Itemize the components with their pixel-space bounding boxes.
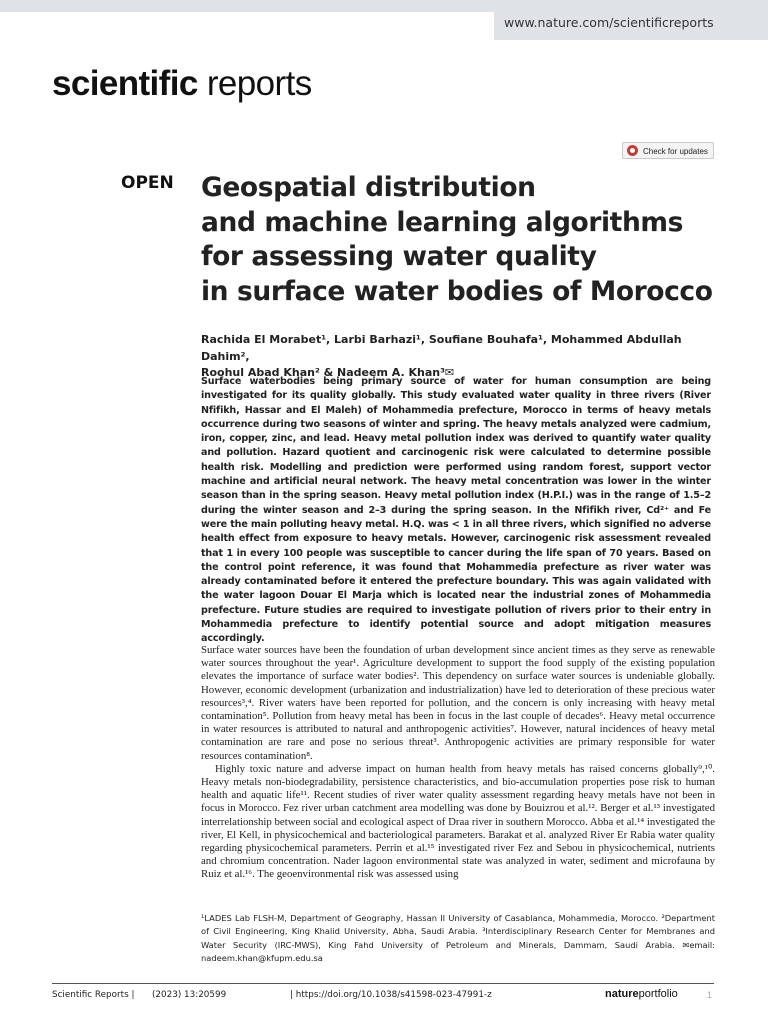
footer-doi-link[interactable]: | https://doi.org/10.1038/s41598-023-47991-z <box>290 990 492 1000</box>
footer-journal: Scientific Reports | <box>52 990 135 1000</box>
body-paragraph: Highly toxic nature and adverse impact on human health from heavy metals has raised concerns globally⁹,¹⁰. Heavy metals non-biodegradability, persistence characteristics, and bio-accumulation properties pose risk to human health and aquatic life¹¹. Recent studies of river water quality assessment regarding heavy metals have not been in focus in Morocco. Fez river urban catchment area modelling was done by Bouizrou et al.¹². Berger et al.¹³ investigated interrelationship between social and ecological aspect of Draa river in southern Morocco. Abba et al.¹⁴ investigated the river, El Kell, in physicochemical and bacteriological parameters. Barakat et al. analyzed River Er Rabia water quality regarding physicochemical parameters. Perrin et al.¹⁵ investigated river Fez and Sebou in physicochemical, nutrients and chromium concentration. Nader lagoon environmental state was analyzed in water, sediment and microfauna by Ruiz et al.¹⁶. The geoenvironmental risk was assessed using <box>201 762 715 881</box>
authors-line: Rachida El Morabet¹, Larbi Barhazi¹, Soufiane Bouhafa¹, Mohammed Abdullah Dahim², <box>201 333 682 363</box>
page-number: 1 <box>707 990 712 1000</box>
title-line: Geospatial distribution <box>201 172 536 203</box>
title-line: and machine learning algorithms <box>201 206 683 238</box>
journal-logo-bold: scientific <box>52 64 198 103</box>
article-title <box>201 171 741 309</box>
title-line: for assessing water quality <box>201 241 597 272</box>
abstract: Surface waterbodies being primary source of water for human consumption are being investigated for its quality globally. This study evaluated water quality in three rivers (River Nfifikh, Hassar and El Maleh) of Mohammedia prefecture, Morocco in terms of heavy metals occurrence during two seasons of winter and spring. The heavy metals analyzed were cadmium, iron, copper, zinc, and lead. Heavy metal pollution index was derived to quantify water quality and pollution. Hazard quotient and carcinogenic risk were calculated to determine possible health risk. Modelling and prediction were performed using random forest, support vector machine and artificial neural network. The heavy metal concentration was lower in the winter season than in the spring season. Heavy metal pollution index (H.P.I.) was in the range of 1.5–2 during the winter season and 2–3 during the spring season. In the Nfifikh river, Cd²⁺ and Fe were the main polluting heavy metal. H.Q. was < 1 in all three rivers, which signified no adverse health effect from exposure to heavy metals. However, carcinogenic risk assessment revealed that 1 in every 100 people was susceptible to cancer during the life span of 70 years. Based on the control point reference, it was found that Mohammedia prefecture as river water was already contaminated before it entered the prefecture boundary. This was again validated with the water lagoon Douar El Marja which is located near the industrial zones of Mohammedia prefecture. Future studies are required to investigate pollution of rivers prior to their entry in Mohammedia prefecture to identify potential source and adopt mitigation measures accordingly. <box>201 376 711 645</box>
publisher-bold: nature <box>605 988 639 1000</box>
check-for-updates-label: Check for updates <box>643 147 708 156</box>
top-bar <box>0 0 768 12</box>
authors-line: Roohul Abad Khan² & Nadeem A. Khan³✉ <box>201 366 455 379</box>
footer-citation: (2023) 13:20599 <box>152 990 227 1000</box>
affiliations-footnote: ¹LADES Lab FLSH-M, Department of Geography, Hassan II University of Casablanca, Mohammedia, Morocco. ²Department of Civil Engineering, King Khalid University, Abha, Saudi Arabia. ³Interdisciplinary Research Center for Membranes and Water Security (IRC-MWS), King Fahd University of Petroleum and Minerals, Dammam, Saudi Arabia. ✉email: nadeem.khan@kfupm.edu.sa <box>201 913 715 964</box>
journal-url[interactable]: www.nature.com/scientificreports <box>494 12 768 40</box>
crossmark-icon <box>627 145 638 156</box>
journal-logo[interactable] <box>52 66 312 101</box>
body-text <box>201 644 715 882</box>
title-line: in surface water bodies of Morocco <box>201 275 713 307</box>
open-access-label: OPEN <box>121 173 174 193</box>
journal-logo-light: reports <box>206 64 312 103</box>
footer-divider <box>52 983 714 984</box>
publisher-light: portfolio <box>638 988 678 1000</box>
body-paragraph: Surface water sources have been the foundation of urban development since ancient times as they serve as renewable water sources throughout the year¹. Agriculture development to support the food supply of the existing population elevates the importance of surface water bodies². This dependency on surface water sources is undeniable globally. However, economic development (urbanization and industrialization) have led to deterioration of these precious water resources³,⁴. River waters have been reported for pollution, and the concern is only increasing with heavy metal contamination⁵. Pollution from heavy metal has been in focus in the last couple of decades⁶. Heavy metal occurrence in water resources is attributed to natural and anthropogenic activities⁷. However, natural incidences of heavy metal contamination are rare and pose no serious threat³. Anthropogenic activities are primary responsible for water resources contamination⁸. <box>201 644 715 762</box>
nature-portfolio-logo <box>605 988 678 1000</box>
check-for-updates-button[interactable] <box>622 142 714 159</box>
